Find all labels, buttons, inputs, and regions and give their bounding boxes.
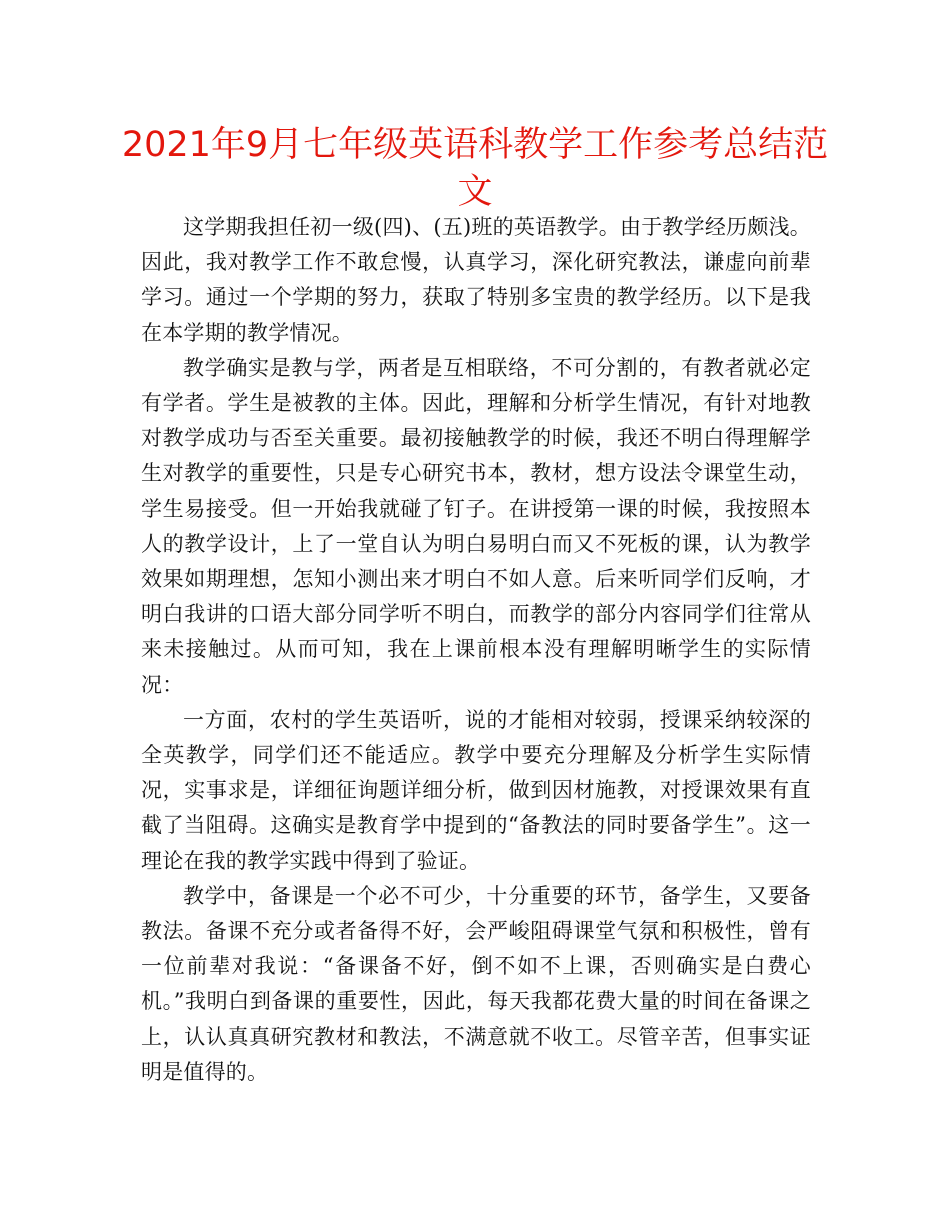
document-title: 2021年9月七年级英语科教学工作参考总结范文: [121, 125, 829, 212]
body-paragraph: 教学中，备课是一个必不可少，十分重要的环节，备学生，又要备教法。备课不充分或者备得不好，会严峻阻碍课堂气氛和积极性，曾有一位前辈对我说：“备课备不好，倒不如不上课，否则确实是白费心机。”我明白到备课的重要性，因此，每天我都花费大量的时间在备课之上，认认真真研究教材和教法，不满意就不收工。尽管辛苦，但事实证明是值得的。: [141, 883, 811, 1084]
body-paragraph: 这学期我担任初一级(四)、(五)班的英语教学。由于教学经历颇浅。因此，我对教学工作不敢怠慢，认真学习，深化研究教法，谦虚向前辈学习。通过一个学期的努力，获取了特别多宝贵的教学经历。以下是我在本学期的教学情况。: [141, 215, 811, 345]
body-paragraph: 教学确实是教与学，两者是互相联络，不可分割的，有教者就必定有学者。学生是被教的主体。因此，理解和分析学生情况，有针对地教对教学成功与否至关重要。最初接触教学的时候，我还不明白得理解学生对教学的重要性，只是专心研究书本，教材，想方设法令课堂生动，学生易接受。但一开始我就碰了钉子。在讲授第一课的时候，我按照本人的教学设计，上了一堂自认为明白易明白而又不死板的课，认为教学效果如期理想，怎知小测出来才明白不如人意。后来听同学们反响，才明白我讲的口语大部分同学听不明白，而教学的部分内容同学们往常从来未接触过。从而可知，我在上课前根本没有理解明晰学生的实际情况：: [141, 355, 811, 697]
body-paragraph: 一方面，农村的学生英语听，说的才能相对较弱，授课采纳较深的全英教学，同学们还不能适应。教学中要充分理解及分析学生实际情况，实事求是，详细征询题详细分析，做到因材施教，对授课效果有直截了当阻碍。这确实是教育学中提到的“备教法的同时要备学生”。这一理论在我的教学实践中得到了验证。: [141, 707, 811, 873]
document-body: [141, 210, 811, 1090]
